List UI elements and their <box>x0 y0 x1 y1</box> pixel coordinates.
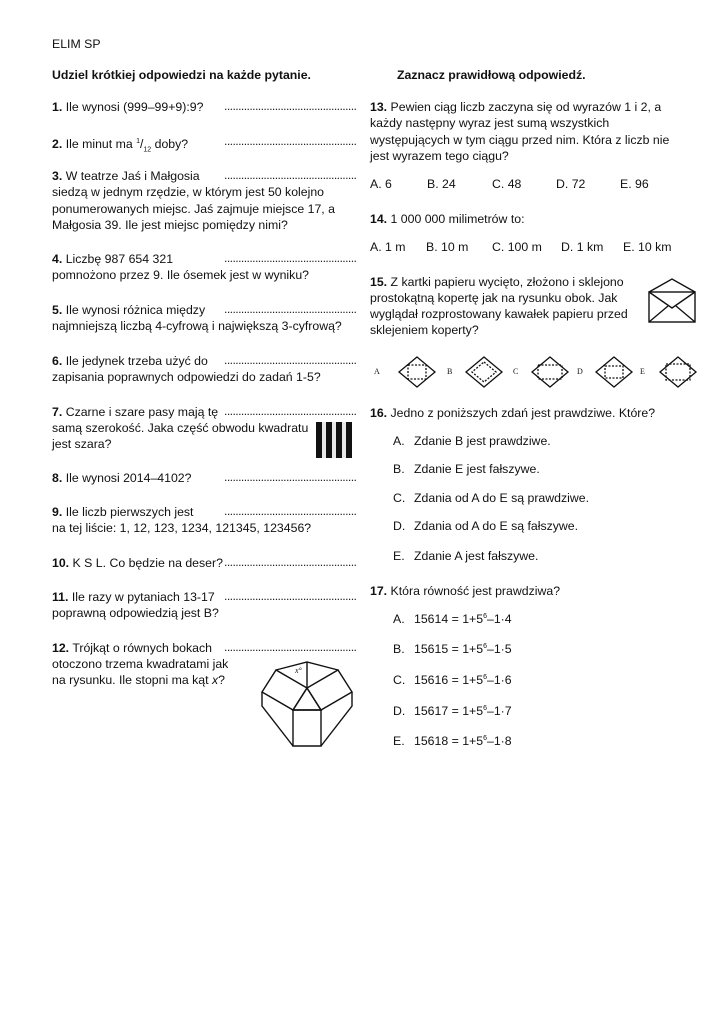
answer-option-e[interactable] <box>393 734 405 748</box>
question-15-line-3: wyglądał rozprostowany kawałek papieru przed <box>370 307 628 321</box>
question-number: 4. <box>52 252 63 266</box>
answer-option-d[interactable]: D. 1 km <box>561 240 604 254</box>
question-9-line-1 <box>52 504 193 520</box>
answer-option-d[interactable] <box>393 519 405 533</box>
question-8 <box>52 470 192 486</box>
equation-lhs: 15616 = 1+5 <box>414 673 484 687</box>
question-text: 1 000 000 milimetrów to: <box>390 212 525 226</box>
striped-square-figure <box>316 422 352 458</box>
shape-option-b[interactable] <box>464 356 504 388</box>
question-15-line-2: prostokątną kopertę jak na rysunku obok. Jak <box>370 291 618 305</box>
answer-option-b[interactable] <box>393 642 405 656</box>
option-letter: B. <box>393 642 405 656</box>
option-letter: C. <box>393 673 406 687</box>
envelope-icon <box>646 276 698 326</box>
shape-label-c: C <box>513 367 519 376</box>
equation-exponent: 6 <box>483 734 487 742</box>
answer-option-a[interactable]: A. 6 <box>370 177 392 191</box>
answer-option-c[interactable]: C. 100 m <box>492 240 542 254</box>
question-7-line-3: jest szara? <box>52 437 112 451</box>
question-5-line-2: najmniejszą liczbą 4-cyfrową i największą 3-cyfrową? <box>52 319 342 333</box>
answer-blank-7[interactable]: ............................................... <box>224 404 357 418</box>
question-number: 7. <box>52 405 63 419</box>
stripe-gray <box>332 422 336 458</box>
question-1 <box>52 99 203 115</box>
stripe-black <box>336 422 342 458</box>
option-letter: C. <box>393 491 406 505</box>
triangle-squares-figure <box>258 658 360 750</box>
question-text: K S L. Co będzie na deser? <box>72 556 223 570</box>
question-16 <box>370 405 655 421</box>
answer-blank-3[interactable]: ............................................... <box>224 168 357 182</box>
question-text: Ile liczb pierwszych jest <box>65 505 194 519</box>
question-number: 6. <box>52 354 63 368</box>
question-3-line-2: siedzą w jednym rzędzie, w którym jest 50 kolejno <box>52 185 325 199</box>
bottom-square <box>293 710 321 746</box>
shape-option-d[interactable] <box>594 356 634 388</box>
fraction-numerator: 1 <box>136 138 140 145</box>
stripe-black <box>316 422 322 458</box>
answer-option-b[interactable]: B. 24 <box>427 177 456 191</box>
question-number: 13. <box>370 100 388 114</box>
answer-option-d[interactable]: D. 72 <box>556 177 586 191</box>
equation-b <box>414 642 512 656</box>
answer-option-c[interactable]: C. 48 <box>492 177 522 191</box>
question-number: 8. <box>52 471 63 485</box>
question-number: 10. <box>52 556 70 570</box>
question-mark: ? <box>218 673 225 687</box>
question-12-line-1 <box>52 640 212 656</box>
equation-rhs: –1·5 <box>486 642 512 656</box>
question-13-line-3: występujących w tym ciągu przed nim. Która z liczb nie <box>370 133 670 147</box>
equation-rhs: –1·4 <box>486 612 512 626</box>
question-7-line-1 <box>52 404 218 420</box>
answer-blank-9[interactable]: ............................................... <box>224 504 357 518</box>
answer-option-e[interactable] <box>393 549 405 563</box>
answer-option-c[interactable] <box>393 673 405 687</box>
question-text-end: doby? <box>151 137 189 152</box>
question-number: 2. <box>52 137 63 152</box>
question-text: Ile minut ma <box>65 137 137 152</box>
question-text: Trójkąt o równych bokach <box>72 641 212 655</box>
equation-exponent: 6 <box>483 612 487 620</box>
stripe-gray <box>342 422 346 458</box>
question-text: Pewien ciąg liczb zaczyna się od wyrazów 1 i 2, a <box>390 100 662 114</box>
question-4-line-2: pomnożono przez 9. Ile ósemek jest w wyniku? <box>52 268 309 282</box>
answer-option-a[interactable] <box>393 612 405 626</box>
question-number: 11. <box>52 590 69 604</box>
question-6-line-1 <box>52 353 208 369</box>
question-text: W teatrze Jaś i Małgosia <box>65 169 200 183</box>
equation-rhs: –1·7 <box>486 704 512 718</box>
question-text: Ile wynosi różnica między <box>65 303 206 317</box>
central-triangle <box>293 688 321 710</box>
equation-exponent: 6 <box>483 642 487 650</box>
left-edge <box>262 692 293 746</box>
shape-label-d: D <box>577 367 583 376</box>
question-11-line-2: poprawną odpowiedzią jest B? <box>52 606 219 620</box>
option-letter: A. <box>393 612 405 626</box>
left-square <box>262 670 307 710</box>
answer-option-b[interactable]: B. 10 m <box>426 240 469 254</box>
question-text: Ile razy w pytaniach 13-17 <box>71 590 215 604</box>
question-text: Ile jedynek trzeba użyć do <box>65 354 208 368</box>
answer-blank-11[interactable]: ............................................... <box>224 589 357 603</box>
answer-blank-8[interactable]: ............................................... <box>224 470 357 484</box>
answer-option-a-text: Zdanie B jest prawdziwe. <box>414 434 551 448</box>
question-14 <box>370 211 525 227</box>
shape-option-e[interactable] <box>658 356 698 388</box>
question-3-line-4: Małgosia 39. Ile jest miejsc pomiędzy nimi? <box>52 218 288 232</box>
equation-lhs: 15617 = 1+5 <box>414 704 484 718</box>
answer-blank-2[interactable]: ............................................... <box>224 134 357 148</box>
question-5-line-1 <box>52 302 205 318</box>
equation-lhs: 15614 = 1+5 <box>414 612 484 626</box>
question-text: Ile wynosi (999–99+9):9? <box>65 100 204 114</box>
option-letter: D. <box>393 519 406 533</box>
option-letter: B. <box>393 462 405 476</box>
question-13-line-1 <box>370 99 661 115</box>
answer-blank-1[interactable]: ............................................... <box>224 99 357 113</box>
question-number: 3. <box>52 169 63 183</box>
question-15-line-1 <box>370 274 624 290</box>
angle-label: x° <box>295 666 302 675</box>
equation-rhs: –1·8 <box>486 734 512 748</box>
answer-option-d-text: Zdania od A do E są fałszywe. <box>414 519 579 533</box>
answer-option-e-text: Zdanie A jest fałszywe. <box>414 549 539 563</box>
answer-option-a[interactable] <box>393 434 405 448</box>
shape-option-a[interactable] <box>397 356 437 388</box>
shape-label-a: A <box>374 367 380 376</box>
question-number: 17. <box>370 584 388 598</box>
equation-exponent: 6 <box>483 704 487 712</box>
question-11-line-1 <box>52 589 215 605</box>
question-number: 12. <box>52 641 70 655</box>
left-heading: Udziel krótkiej odpowiedzi na każde pytanie. <box>52 68 311 82</box>
answer-option-c-text: Zdania od A do E są prawdziwe. <box>414 491 589 505</box>
question-number: 9. <box>52 505 63 519</box>
equation-a <box>414 612 512 626</box>
answer-blank-10[interactable]: ............................................... <box>224 555 357 569</box>
right-square <box>307 670 352 710</box>
question-number: 16. <box>370 406 388 420</box>
answer-option-a[interactable]: A. 1 m <box>370 240 406 254</box>
question-7-line-2: samą szerokość. Jaka część obwodu kwadratu <box>52 421 309 435</box>
stripe-black <box>326 422 332 458</box>
question-13-line-4: jest wyrazem tego ciągu? <box>370 149 509 163</box>
option-letter: E. <box>393 549 405 563</box>
question-number: 1. <box>52 100 63 114</box>
question-4-line-1 <box>52 251 173 267</box>
question-number: 5. <box>52 303 63 317</box>
equation-e <box>414 734 512 748</box>
answer-option-d[interactable] <box>393 704 405 718</box>
question-12-line-3 <box>52 672 225 688</box>
question-10 <box>52 555 223 571</box>
answer-blank-12[interactable]: ............................................... <box>224 640 357 654</box>
answer-blank-5[interactable]: ............................................... <box>224 302 357 316</box>
answer-option-b[interactable] <box>393 462 405 476</box>
equation-exponent: 6 <box>483 673 487 681</box>
document-header: ELIM SP <box>52 37 101 51</box>
shape-label-e: E <box>640 367 645 376</box>
equation-d <box>414 704 512 718</box>
answer-option-c[interactable] <box>393 491 405 505</box>
question-3-line-3: ponumerowanych miejsc. Jaś zajmuje miejsce 17, a <box>52 202 335 216</box>
answer-option-b-text: Zdanie E jest fałszywe. <box>414 462 540 476</box>
answer-blank-4[interactable]: ............................................... <box>224 251 357 265</box>
question-2 <box>52 134 188 159</box>
question-number: 14. <box>370 212 388 226</box>
option-letter: A. <box>393 434 405 448</box>
equation-rhs: –1·6 <box>486 673 512 687</box>
fraction-slash: / <box>139 137 144 152</box>
option-letter: D. <box>393 704 406 718</box>
equation-c <box>414 673 512 687</box>
question-text: Jedno z poniższych zdań jest prawdziwe. Które? <box>390 406 656 420</box>
option-letter: E. <box>393 734 405 748</box>
fraction-denominator: 12 <box>143 146 152 154</box>
question-3-line-1 <box>52 168 200 184</box>
question-text: Liczbę 987 654 321 <box>65 252 174 266</box>
stripe-black <box>346 422 352 458</box>
equation-lhs: 15615 = 1+5 <box>414 642 484 656</box>
shape-label-b: B <box>447 367 453 376</box>
answer-option-e[interactable]: E. 10 km <box>623 240 672 254</box>
question-text: Która równość jest prawdziwa? <box>390 584 561 598</box>
question-text: Ile wynosi 2014–4102? <box>65 471 192 485</box>
equation-lhs: 15618 = 1+5 <box>414 734 484 748</box>
answer-blank-6[interactable]: ............................................... <box>224 353 357 367</box>
shape-option-c[interactable] <box>530 356 570 388</box>
question-text: Czarne i szare pasy mają tę <box>65 405 219 419</box>
question-13-line-2: każdy następny wyraz jest sumą wszystkich <box>370 116 610 130</box>
question-text: na rysunku. Ile stopni ma kąt <box>52 673 212 687</box>
answer-option-e[interactable]: E. 96 <box>620 177 649 191</box>
right-edge <box>321 692 352 746</box>
question-number: 15. <box>370 275 388 289</box>
question-text: Z kartki papieru wycięto, złożono i sklejono <box>390 275 624 289</box>
question-9-line-2: na tej liście: 1, 12, 123, 1234, 121345, 123456? <box>52 521 312 535</box>
angle-variable: x <box>211 673 219 687</box>
question-17 <box>370 583 560 599</box>
stripe-gray <box>322 422 326 458</box>
question-15-line-4: sklejeniem koperty? <box>370 323 479 337</box>
right-heading: Zaznacz prawidłową odpowiedź. <box>397 68 586 82</box>
question-6-line-2: zapisania poprawnych odpowiedzi do zadań 1-5? <box>52 370 321 384</box>
question-12-line-2: otoczono trzema kwadratami jak <box>52 657 229 671</box>
